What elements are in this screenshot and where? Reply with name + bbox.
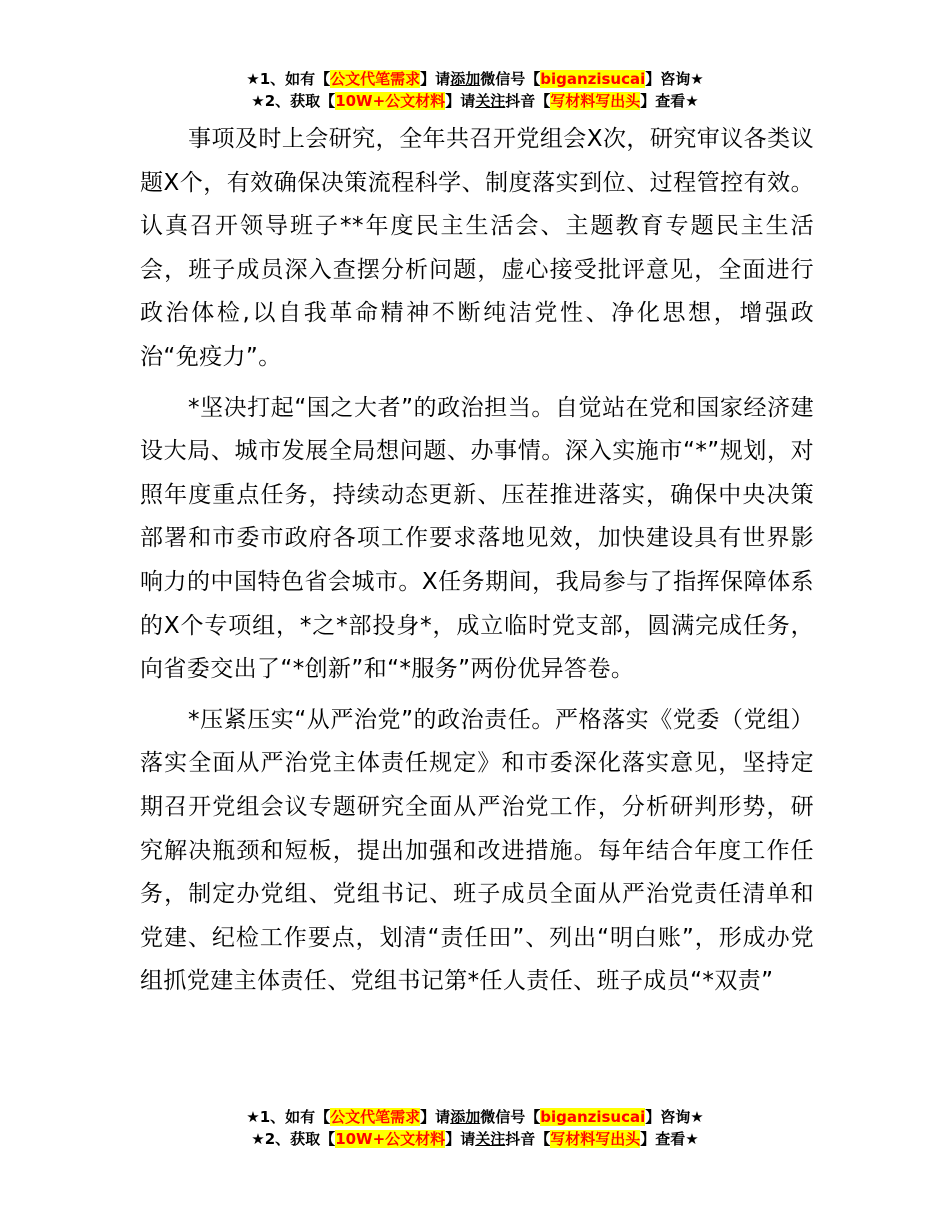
body-paragraph-1: 事项及时上会研究，全年共召开党组会X次，研究审议各类议题X个，有效确保决策流程科学、制度落实到位、过程管控有效。认真召开领导班子**年度民主生活会、主题教育专题民主生活会，班子成员深入查摆分析问题，虚心接受批评意见，全面进行政治体检,以自我革命精神不断纯洁党性、净化思想，增强政治“免疫力”。 — [140, 126, 814, 370]
underlined-follow-label: 关注 — [475, 1130, 506, 1148]
banner-text: ★2、获取【 — [251, 92, 336, 110]
header-banner-line-2 — [0, 90, 950, 112]
header-banner-line-1 — [0, 68, 950, 90]
body-paragraph-3: *压紧压实“从严治党”的政治责任。严格落实《党委（党组）落实全面从严治党主体责任规定》和市委深化落实意见，坚持定期召开党组会议专题研究全面从严治党工作，分析研判形势，研究解决瓶颈和短板，提出加强和改进措施。每年结合年度工作任务，制定办党组、党组书记、班子成员全面从严治党责任清单和党建、纪检工作要点，划清“责任田”、列出“明白账”，形成办党组抓党建主体责任、党组书记第*任人责任、班子成员“*双责” — [140, 706, 814, 995]
banner-text: 】查看★ — [640, 92, 699, 110]
banner-text: 】请 — [420, 70, 451, 88]
highlight-wechat-id: biganzisucai — [540, 70, 646, 88]
banner-text: ★1、如有【 — [246, 70, 331, 88]
banner-text: 】咨询★ — [645, 70, 704, 88]
highlight-materials-label: 10W+公文材料 — [335, 1130, 446, 1148]
footer-banner — [0, 1106, 950, 1150]
footer-banner-line-1 — [0, 1106, 950, 1128]
underlined-follow-label: 关注 — [475, 92, 506, 110]
banner-text: 】请 — [445, 1130, 476, 1148]
banner-text: ★1、如有【 — [246, 1108, 331, 1126]
document-body — [140, 118, 814, 1004]
highlight-douyin-account: 写材料写出头 — [550, 92, 641, 110]
banner-text: 微信号【 — [480, 70, 541, 88]
body-paragraph-2: *坚决打起“国之大者”的政治担当。自觉站在党和国家经济建设大局、城市发展全局想问题、办事情。深入实施市“*”规划，对照年度重点任务，持续动态更新、压茬推进落实，确保中央决策部署和市委市政府各项工作要求落地见效，加快建设具有世界影响力的中国特色省会城市。X任务期间，我局参与了指挥保障体系的X个专项组，*之*部投身*，成立临时党支部，圆满完成任务，向省委交出了“*创新”和“*服务”两份优异答卷。 — [140, 394, 814, 683]
banner-text: 】咨询★ — [645, 1108, 704, 1126]
highlight-service-label: 公文代笔需求 — [330, 1108, 421, 1126]
highlight-service-label: 公文代笔需求 — [330, 70, 421, 88]
banner-text: 】请 — [420, 1108, 451, 1126]
banner-text: ★2、获取【 — [251, 1130, 336, 1148]
banner-text: 微信号【 — [480, 1108, 541, 1126]
underlined-add-label: 添加 — [450, 70, 481, 88]
banner-text: 】请 — [445, 92, 476, 110]
highlight-wechat-id: biganzisucai — [540, 1108, 646, 1126]
highlight-materials-label: 10W+公文材料 — [335, 92, 446, 110]
underlined-add-label: 添加 — [450, 1108, 481, 1126]
banner-text: 】查看★ — [640, 1130, 699, 1148]
banner-text: 抖音【 — [505, 1130, 551, 1148]
banner-text: 抖音【 — [505, 92, 551, 110]
footer-banner-line-2 — [0, 1128, 950, 1150]
header-banner — [0, 68, 950, 112]
highlight-douyin-account: 写材料写出头 — [550, 1130, 641, 1148]
